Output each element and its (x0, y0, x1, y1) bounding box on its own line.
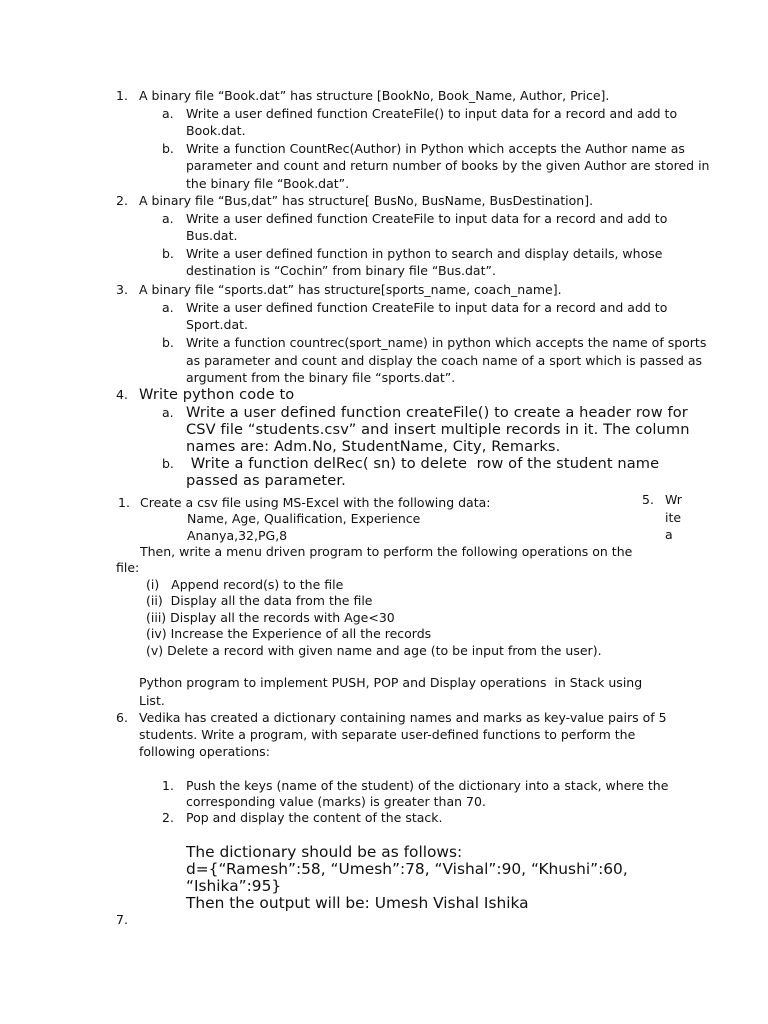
q4a-line: names are: Adm.No, StudentName, City, Remarks. (186, 438, 561, 455)
q3a-line: Write a user defined function CreateFile to input data for a record and add to (186, 300, 668, 315)
csv-op: (iv) Increase the Experience of all the records (146, 626, 432, 641)
q7-number: 7. (116, 912, 128, 927)
csv-menu-line: Then, write a menu driven program to perform the following operations on the (140, 544, 633, 559)
csv-line: Create a csv file using MS-Excel with the following data: (140, 495, 491, 510)
csv-menu-line: file: (116, 560, 140, 575)
q4-number: 4. (116, 387, 128, 402)
q3b-line: Write a function countrec(sport_name) in python which accepts the name of sports (186, 335, 707, 350)
csv-header: Name, Age, Qualification, Experience (187, 511, 421, 526)
q4-text: Write python code to (139, 386, 295, 403)
q3b-label: b. (162, 335, 174, 350)
q4a-line: CSV file “students.csv” and insert multiple records in it. The column (186, 421, 690, 438)
q6-op1-line: Push the keys (name of the student) of the dictionary into a stack, where the (186, 778, 669, 793)
q2a-label: a. (162, 211, 174, 226)
q3-text: A binary file “sports.dat” has structure[sports_name, coach_name]. (139, 282, 562, 297)
q3b-line: as parameter and count and display the coach name of a sport which is passed as (186, 353, 703, 368)
q3a-line: Sport.dat. (186, 317, 248, 332)
q1b-line: Write a function CountRec(Author) in Python which accepts the Author name as (186, 141, 685, 156)
q1-number: 1. (116, 88, 128, 103)
q2a-line: Bus.dat. (186, 228, 238, 243)
csv-op: (iii) Display all the records with Age<30 (146, 610, 395, 625)
q4a-line: Write a user defined function createFile() to create a header row for (186, 404, 688, 421)
q6-number: 6. (116, 710, 128, 725)
q1-text: A binary file “Book.dat” has structure [BookNo, Book_Name, Author, Price]. (139, 88, 610, 103)
q1b-line: parameter and count and return number of books by the given Author are stored in (186, 158, 710, 173)
csv-op: (v) Delete a record with given name and age (to be input from the user). (146, 643, 602, 658)
q6-dict-line: “Ishika”:95} (186, 877, 282, 895)
q6-op2-text: Pop and display the content of the stack. (186, 810, 443, 825)
q5-text: Write a (665, 492, 682, 542)
q6-line: students. Write a program, with separate user-defined functions to perform the (139, 727, 636, 742)
q6-op1-number: 1. (162, 778, 174, 793)
q3a-label: a. (162, 300, 174, 315)
q3-number: 3. (116, 282, 128, 297)
q1b-label: b. (162, 141, 174, 156)
q1a-label: a. (162, 106, 174, 121)
csv-row: Ananya,32,PG,8 (187, 528, 288, 543)
csv-number: 1. (118, 495, 130, 510)
q4b-line: passed as parameter. (186, 472, 346, 489)
q2a-line: Write a user defined function CreateFile to input data for a record and add to (186, 211, 668, 226)
q4b-line: Write a function delRec( sn) to delete row of the student name (186, 455, 660, 472)
stack-line: Python program to implement PUSH, POP and Display operations in Stack using (139, 675, 643, 690)
q6-dict-line: d={“Ramesh”:58, “Umesh”:78, “Vishal”:90, “Khushi”:60, (186, 860, 628, 878)
q2-number: 2. (116, 193, 128, 208)
q6-line: following operations: (139, 744, 270, 759)
q1b-line: the binary file “Book.dat”. (186, 176, 350, 191)
q4b-label: b. (162, 456, 174, 471)
q2b-label: b. (162, 246, 174, 261)
q3b-line: argument from the binary file “sports.dat”. (186, 370, 456, 385)
q6-dict-line: The dictionary should be as follows: (186, 843, 463, 861)
q2b-line: destination is “Cochin” from binary file “Bus.dat”. (186, 263, 496, 278)
q6-line: Vedika has created a dictionary containing names and marks as key-value pairs of 5 (139, 710, 667, 725)
q1a-line: Write a user defined function CreateFile() to input data for a record and add to (186, 106, 678, 121)
q6-dict-line: Then the output will be: Umesh Vishal Ishika (186, 894, 529, 912)
csv-op: (ii) Display all the data from the file (146, 593, 373, 608)
csv-op: (i) Append record(s) to the file (146, 577, 344, 592)
q1a-line: Book.dat. (186, 123, 246, 138)
q2b-line: Write a user defined function in python to search and display details, whose (186, 246, 663, 261)
q2-text: A binary file “Bus,dat” has structure[ BusNo, BusName, BusDestination]. (139, 193, 594, 208)
stack-line: List. (139, 693, 165, 708)
q4a-label: a. (162, 405, 174, 420)
q6-op2-number: 2. (162, 810, 174, 825)
q6-op1-line: corresponding value (marks) is greater than 70. (186, 794, 486, 809)
q5-number: 5. (642, 492, 654, 507)
